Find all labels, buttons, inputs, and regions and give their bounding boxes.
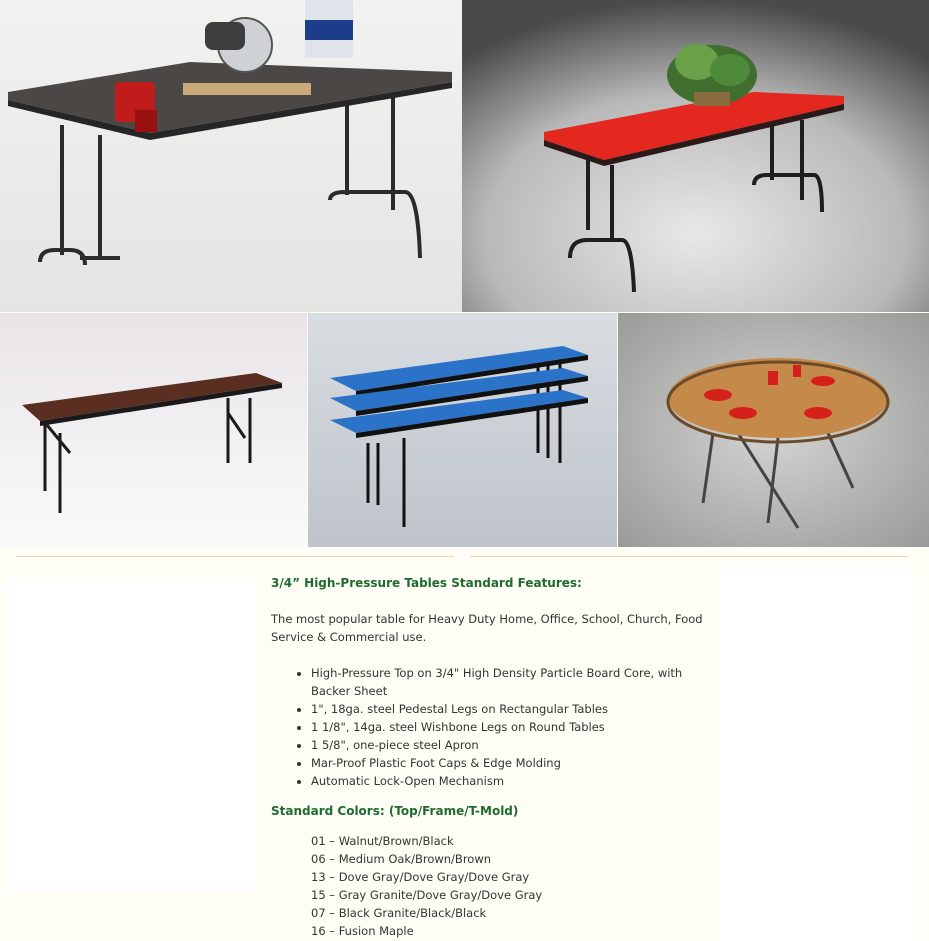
feature-item: • 1 1/8", 14ga. steel Wishbone Legs on Round Tables bbox=[311, 718, 711, 736]
features-section bbox=[271, 574, 711, 940]
colors-list bbox=[311, 832, 711, 940]
feature-item: • High-Pressure Top on 3/4" High Density Particle Board Core, with Backer Sheet bbox=[311, 664, 711, 700]
color-item: 16 – Fusion Maple bbox=[311, 924, 414, 938]
red-table-photo bbox=[462, 0, 929, 312]
colors-heading: Standard Colors: (Top/Frame/T-Mold) bbox=[271, 804, 519, 818]
color-item: 13 – Dove Gray/Dove Gray/Dove Gray bbox=[311, 870, 530, 884]
folding-table-walnut-icon bbox=[0, 0, 462, 312]
color-item: 07 – Black Granite/Black/Black bbox=[311, 906, 487, 920]
folding-table-narrow-icon bbox=[0, 313, 307, 547]
right-sidebar-panel bbox=[719, 570, 915, 941]
color-item: 15 – Gray Granite/Dove Gray/Dove Gray bbox=[311, 888, 543, 902]
left-sidebar-panel bbox=[6, 578, 256, 890]
folding-table-red-icon bbox=[462, 0, 929, 312]
left-divider bbox=[16, 556, 454, 557]
feature-item: • Automatic Lock-Open Mechanism bbox=[311, 772, 711, 790]
feature-item: • 1", 18ga. steel Pedestal Legs on Rectangular Tables bbox=[311, 700, 711, 718]
color-item: 06 – Medium Oak/Brown/Brown bbox=[311, 852, 492, 866]
features-heading: 3/4” High-Pressure Tables Standard Features: bbox=[271, 576, 582, 590]
narrow-walnut-table-photo bbox=[0, 313, 307, 547]
round-table-icon bbox=[618, 313, 929, 547]
folding-tables-blue-icon bbox=[308, 313, 617, 547]
feature-item: • 1 5/8", one-piece steel Apron bbox=[311, 736, 711, 754]
color-item: 01 – Walnut/Brown/Black bbox=[311, 834, 454, 848]
stacked-blue-tables-photo bbox=[308, 313, 617, 547]
right-divider bbox=[470, 556, 908, 557]
features-list bbox=[271, 664, 711, 790]
feature-item: • Mar-Proof Plastic Foot Caps & Edge Molding bbox=[311, 754, 711, 772]
round-table-photo bbox=[618, 313, 929, 547]
intro-text: The most popular table for Heavy Duty Home, Office, School, Church, Food Service & Commercial use. bbox=[271, 612, 703, 644]
workshop-table-photo bbox=[0, 0, 462, 312]
